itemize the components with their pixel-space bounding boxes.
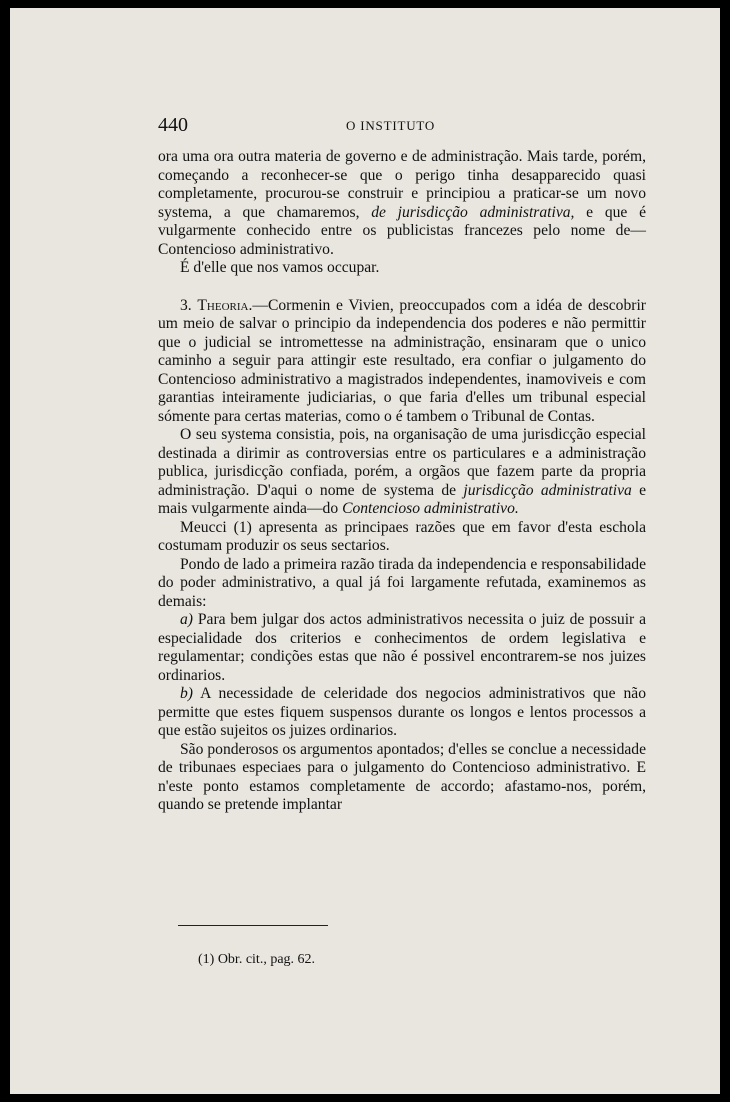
paragraph-4-italic-1: jurisdicção administrativa — [463, 481, 632, 499]
paragraph-1 — [158, 148, 646, 259]
paragraph-8 — [158, 685, 646, 741]
page-header — [158, 114, 646, 138]
paragraph-5: Meucci (1) apresenta as principaes razões que em favor d'esta eschola costumam produzir os seus sectarios. — [158, 518, 646, 554]
paragraph-1-italic: de jurisdicção administrativa, — [371, 203, 575, 221]
paragraph-4 — [158, 426, 646, 519]
item-label-a: a) — [180, 611, 193, 628]
footnote-divider — [178, 925, 328, 926]
paragraph-2: É d'elle que nos vamos occupar. — [180, 259, 380, 276]
page-number: 440 — [158, 114, 188, 136]
paragraph-1-end: e que é vulgarmente conhecido entre os publicistas francezes pelo nome de—Contencioso administrativo. — [158, 203, 646, 258]
paragraph-3-text: —Cormenin e Vivien, preoccupados com a idéa de descobrir um meio de salvar o principio da independencia dos poderes e não permittir que o judicial se intromettesse na administração, ensinaram que o unico caminho a seguir para attingir este resultado, era confiar o julgamento do Contencioso administrativo a magistrados independentes, inamoviveis e com garantias inteiramente judiciarias, o que faria d'elles um tribunal especial sómente para certas materias, como o é tambem o Tribunal de Contas. — [158, 296, 646, 425]
paragraph-1-text: ora uma ora outra materia de governo e de administração. Mais tarde, porém, começando a reconhecer-se que o perigo tinha desapparecido quasi completamente, procurou-se construir e principiou a praticar-se um novo systema, a que chamaremos, — [158, 148, 646, 221]
footnote: (1) Obr. cit., pag. 62. — [198, 952, 316, 967]
item-label-b: b) — [180, 685, 193, 702]
paragraph-8-text: A necessidade de celeridade dos negocios administrativos que não permitte que estes fiquem suspensos durante os longos e lentos processos a que estão sujeitos os juizes ordinarios. — [158, 685, 646, 739]
book-page — [10, 8, 720, 1094]
section-number: 3. — [180, 296, 192, 314]
running-title: O INSTITUTO — [346, 118, 436, 133]
paragraph-7-text: Para bem julgar dos actos administrativos necessita o juiz de possuir a especialidade dos criterios e conhecimentos de ordem legislativa e regulamentar; condições estas que não é possivel encontrarem-se nos juizes ordinarios. — [158, 611, 646, 684]
paragraph-6: Pondo de lado a primeira razão tirada da independencia e responsabilidade do poder administrativo, a qual já foi largamente refutada, examinemos as demais: — [158, 555, 646, 610]
body-text — [158, 148, 646, 815]
paragraph-3 — [158, 297, 646, 427]
paragraph-7 — [158, 611, 646, 685]
paragraph-9: São ponderosos os argumentos apontados; d'elles se conclue a necessidade de tribunaes especiaes para o julgamento do Contencioso administrativo. E n'este ponto estamos completamente de accordo; afastamo-nos, porém, quando se pretende implantar — [158, 740, 646, 813]
section-heading: Theoria. — [197, 296, 253, 314]
paragraph-4-italic-2: Contencioso administrativo. — [342, 500, 519, 517]
paragraph-4-text: O seu systema consistia, pois, na organisação de uma jurisdicção especial destinada a dirimir as controversias entre os particulares e a administração publica, jurisdicção confiada, porém, a orgãos que fazem parte da propria administração. D'aqui o nome de systema de — [158, 426, 646, 499]
paragraph-4-mid: e mais vulgarmente ainda—do — [158, 481, 646, 517]
